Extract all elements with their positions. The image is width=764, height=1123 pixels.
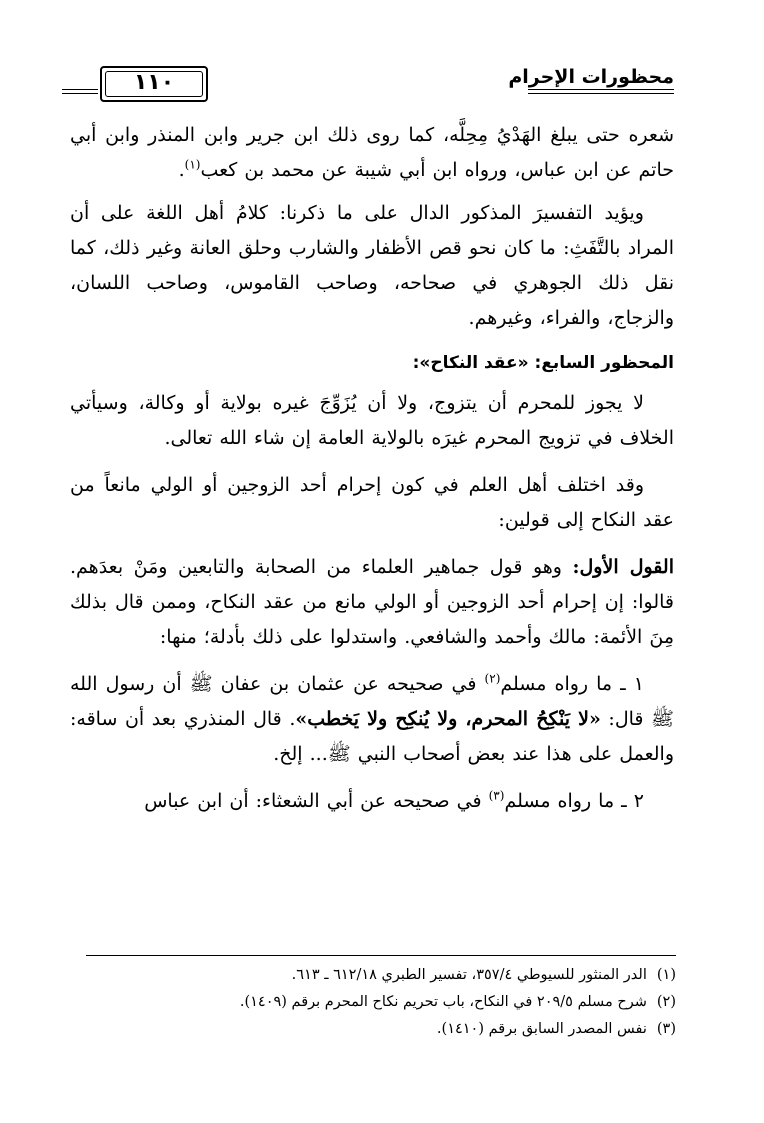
footnote-number: (٢)	[656, 994, 676, 1010]
footnote-text: الدر المنثور للسيوطي ٣٥٧/٤، تفسير الطبري ٦١٢/١٨ ـ ٦١٣.	[291, 967, 647, 983]
footnotes	[86, 962, 676, 1043]
footnote-number: (١)	[656, 967, 676, 983]
footnote	[86, 1016, 676, 1043]
footnote-text: نفس المصدر السابق برقم (١٤١٠).	[436, 1021, 647, 1037]
paragraph: وقد اختلف أهل العلم في كون إحرام أحد الزوجين أو الولي مانعاً من عقد النكاح إلى قولين:	[70, 474, 674, 531]
footnote	[86, 962, 676, 989]
paragraph-text: . قال المنذري بعد أن ساقه: والعمل على هذا عند بعض أصحاب النبي ﷺ... إلخ.	[70, 708, 674, 765]
opinion-label: القول الأول:	[572, 556, 674, 578]
footnote-ref: (٢)	[484, 671, 501, 686]
paragraph	[70, 550, 674, 655]
chapter-title: محظورات الإحرام	[508, 66, 674, 88]
paragraph-text: ٢ ـ ما رواه مسلم	[504, 790, 644, 812]
header-rule	[62, 89, 98, 90]
footnote-text: شرح مسلم ٢٠٩/٥ في النكاح، باب تحريم نكاح المحرم برقم (١٤٠٩).	[239, 994, 647, 1010]
section-heading: المحظور السابع: «عقد النكاح»:	[412, 353, 674, 373]
footnote-ref: (١)	[184, 157, 201, 172]
footnote-separator	[86, 955, 676, 956]
main-text	[70, 118, 674, 831]
paragraph-text: .	[178, 159, 185, 181]
header-rule	[62, 93, 98, 94]
running-header	[62, 60, 674, 104]
footnote	[86, 989, 676, 1016]
paragraph: لا يجوز للمحرم أن يتزوج، ولا أن يُزَوِّجَ غيره بولاية أو وكالة، وسيأتي الخلاف في تزويج المحرم غيرَه بالولاية العامة إن شاء الله تعالى.	[70, 392, 674, 449]
page-number-frame	[100, 66, 208, 102]
paragraph	[70, 667, 674, 772]
paragraph: ويؤيد التفسيرَ المذكور الدال على ما ذكرنا: كلامُ أهل اللغة على أن المراد بالتَّفَثِ: ما كان نحو قص الأظفار والشارب وحلق العانة وغير ذلك، كما نقل ذلك الجوهري في صحاحه، وصاحب القاموس، وصاحب اللسان، والزجاج، والفراء، وغيرهم.	[70, 202, 674, 329]
header-rule	[528, 93, 674, 94]
hadith-quote: «لا يَنْكِحُ المحرم، ولا يُنكِح ولا يَخطب»	[295, 708, 601, 730]
footnote-ref: (٣)	[488, 788, 505, 803]
paragraph-text: في صحيحه عن أبي الشعثاء: أن ابن عباس	[144, 790, 489, 812]
paragraph	[70, 784, 674, 819]
paragraph	[70, 118, 674, 188]
paragraph-text: وهو قول جماهير العلماء من الصحابة والتابعين ومَنْ بعدَهم. قالوا: إن إحرام أحد الزوجين أو الولي مانع من عقد النكاح، وممن قال بذلك مِنَ الأئمة: مالك وأحمد والشافعي. واستدلوا على ذلك بأدلة؛ منها:	[70, 556, 674, 648]
page-number: ١١٠	[133, 70, 175, 95]
paragraph-text: ١ ـ ما رواه مسلم	[500, 673, 644, 695]
paragraph-text: شعره حتى يبلغ الهَدْيُ مِحِلَّه، كما روى ذلك ابن جرير وابن المنذر وابن أبي حاتم عن ابن عباس، ورواه ابن أبي شيبة عن محمد بن كعب	[70, 124, 674, 181]
footnote-number: (٣)	[656, 1021, 676, 1037]
header-rule	[528, 89, 674, 90]
paragraph-text: في صحيحه عن عثمان بن عفان ﷺ أن رسول الله ﷺ قال:	[70, 673, 675, 730]
